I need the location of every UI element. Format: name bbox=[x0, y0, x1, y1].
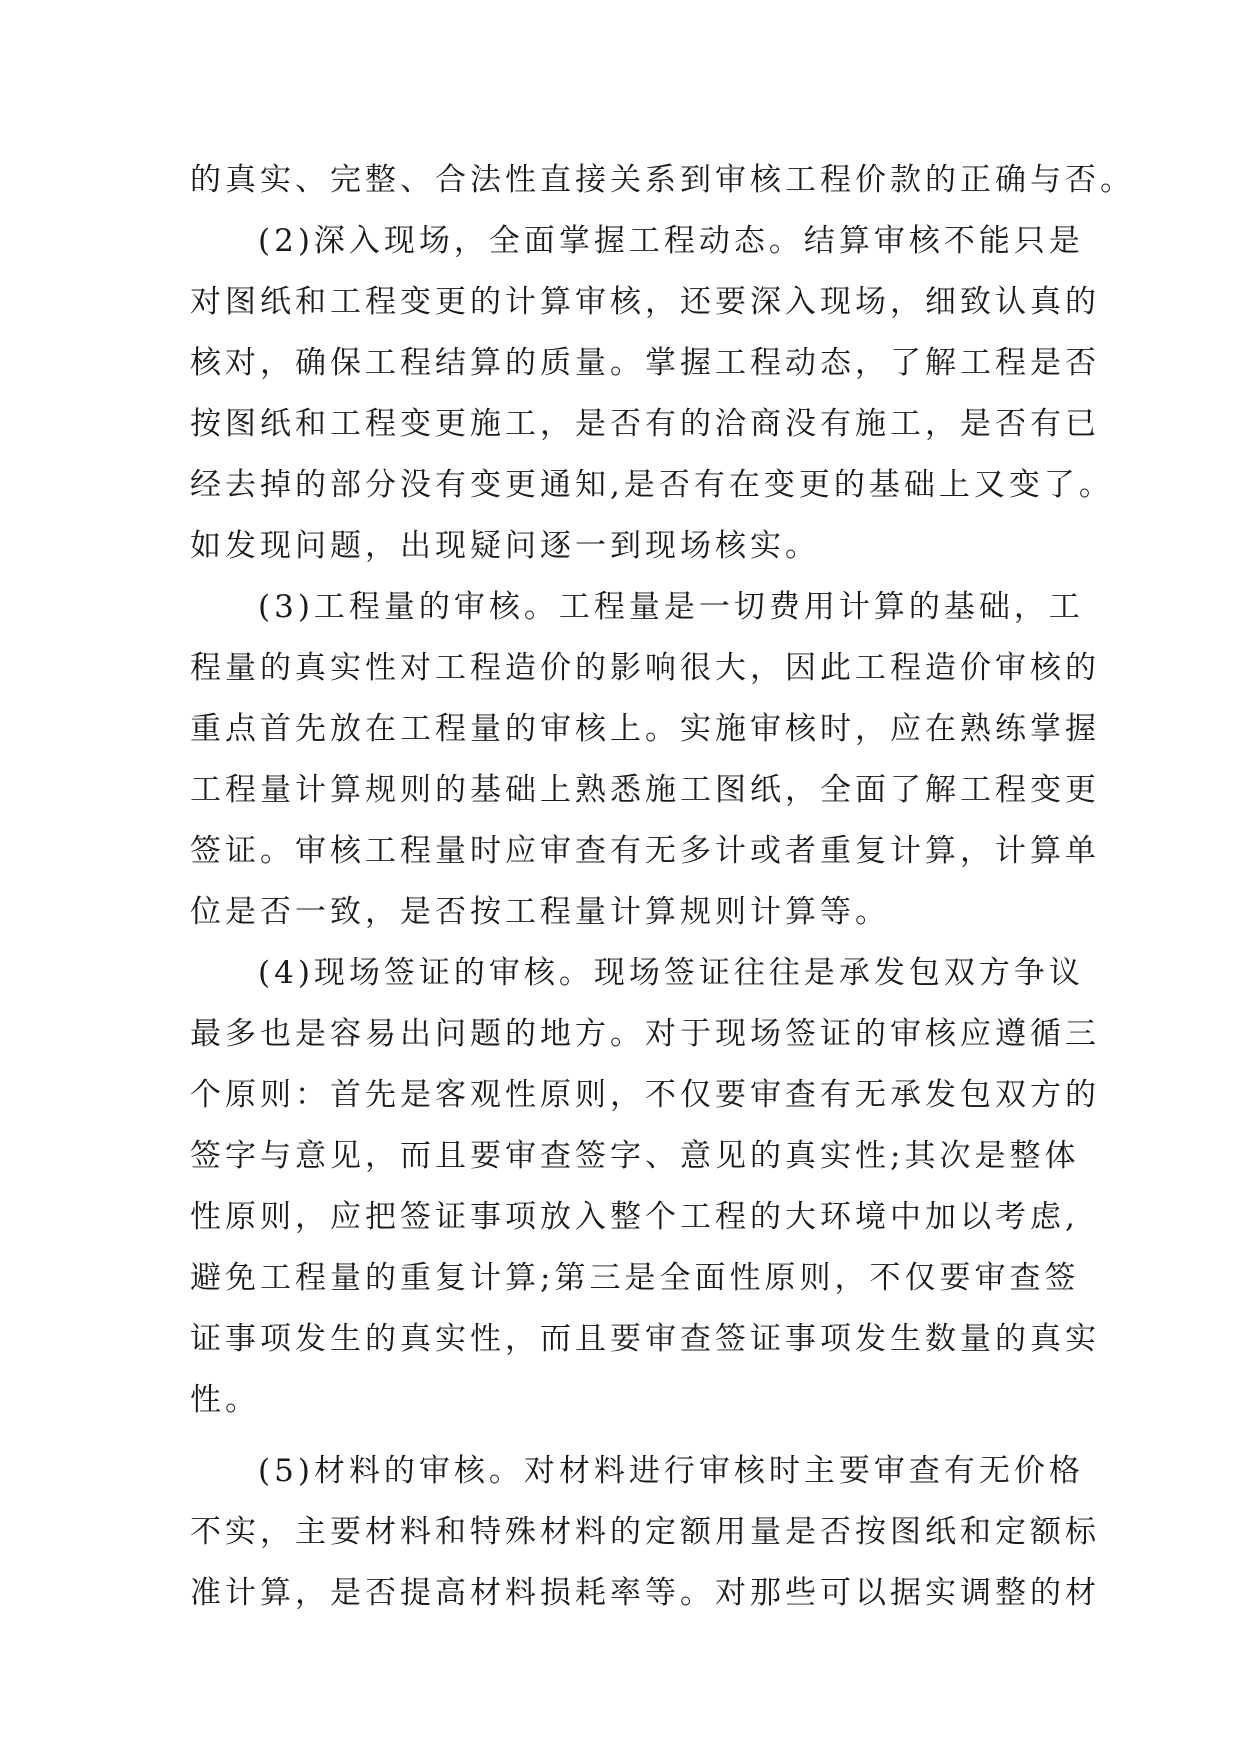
text-line: 经去掉的部分没有变更通知,是否有在变更的基础上又变了。 bbox=[190, 467, 1114, 503]
text-line: 如发现问题，出现疑问逐一到现场核实。 bbox=[190, 528, 820, 564]
body-text bbox=[190, 150, 1135, 1624]
paragraph-5-heading-line: (5)材料的审核。对材料进行审核时主要审查有无价格 bbox=[258, 1453, 1084, 1489]
paragraph-2-heading-line: (2)深入现场，全面掌握工程动态。结算审核不能只是 bbox=[258, 223, 1084, 259]
text-line: 工程量计算规则的基础上熟悉施工图纸，全面了解工程变更 bbox=[190, 772, 1100, 808]
text-line: 核对，确保工程结算的质量。掌握工程动态，了解工程是否 bbox=[190, 345, 1100, 381]
text-line: 避免工程量的重复计算;第三是全面性原则，不仅要审查签 bbox=[190, 1260, 1080, 1296]
text-line: 个原则：首先是客观性原则，不仅要审查有无承发包双方的 bbox=[190, 1077, 1100, 1113]
text-line: 性原则，应把签证事项放入整个工程的大环境中加以考虑, bbox=[190, 1199, 1079, 1235]
text-line: 最多也是容易出问题的地方。对于现场签证的审核应遵循三 bbox=[190, 1016, 1100, 1052]
text-line: 性。 bbox=[190, 1382, 260, 1418]
paragraph-3-heading-line: (3)工程量的审核。工程量是一切费用计算的基础，工 bbox=[258, 589, 1084, 625]
text-line: 位是否一致，是否按工程量计算规则计算等。 bbox=[190, 894, 890, 930]
paragraph-gap bbox=[190, 1431, 1062, 1441]
text-line: 程量的真实性对工程造价的影响很大，因此工程造价审核的 bbox=[190, 650, 1100, 686]
text-line: 重点首先放在工程量的审核上。实施审核时，应在熟练掌握 bbox=[190, 711, 1100, 747]
text-line: 签字与意见，而且要审查签字、意见的真实性;其次是整体 bbox=[190, 1138, 1080, 1174]
paragraph-4-heading-line: (4)现场签证的审核。现场签证往往是承发包双方争议 bbox=[258, 955, 1084, 991]
text-line: 准计算，是否提高材料损耗率等。对那些可以据实调整的材 bbox=[190, 1575, 1100, 1611]
text-line: 按图纸和工程变更施工，是否有的洽商没有施工，是否有已 bbox=[190, 406, 1100, 442]
text-line: 签证。审核工程量时应审查有无多计或者重复计算，计算单 bbox=[190, 833, 1100, 869]
text-line: 对图纸和工程变更的计算审核，还要深入现场，细致认真的 bbox=[190, 284, 1100, 320]
text-line: 证事项发生的真实性，而且要审查签证事项发生数量的真实 bbox=[190, 1321, 1100, 1357]
text-line: 的真实、完整、合法性直接关系到审核工程价款的正确与否。 bbox=[190, 162, 1135, 198]
text-line: 不实，主要材料和特殊材料的定额用量是否按图纸和定额标 bbox=[190, 1514, 1100, 1550]
